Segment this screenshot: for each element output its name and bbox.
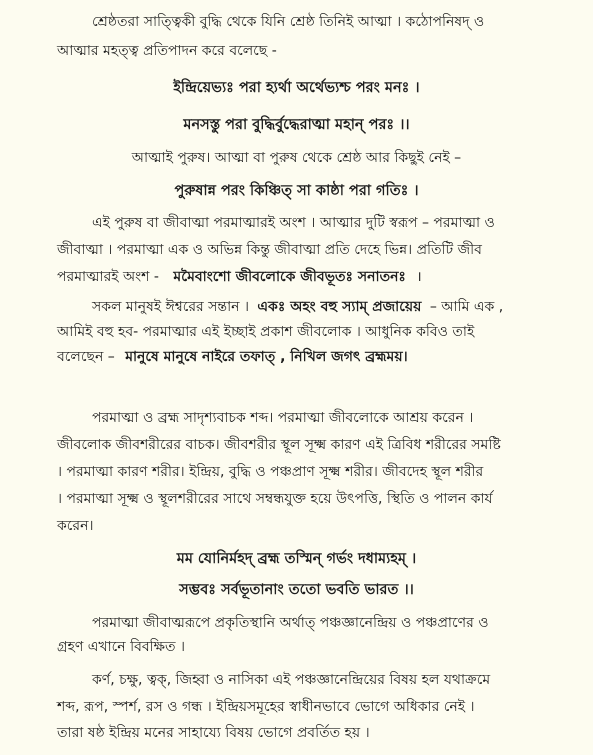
paragraph-7-line-1: কর্ণ, চক্ষু, ত্বক্, জিহ্বা ও নাসিকা এই পঞ্চজ্ঞানেন্দ্রিয়ের বিষয় হল যথাক্রমে [92, 672, 491, 688]
paragraph-4-line-3-text: বলেছেন – [57, 349, 115, 365]
paragraph-5-line-5: করেন। [57, 518, 94, 534]
verse-1-line-2: মনসস্তু পরা বুদ্ধির্বুদ্ধেরাত্মা মহান্ পরঃ ।। [183, 117, 410, 133]
paragraph-7-line-2: শব্দ, রূপ, স্পর্শ, রস ও গন্ধ । ইন্দ্রিয়সমূহের স্বাধীনভাবে ভোগে অধিকার নেই । [57, 699, 475, 715]
verse-3-line-1: মম যোনির্মহদ্ ব্রহ্ম তস্মিন্ গর্ভং দধাম্যহম্ । [176, 551, 417, 567]
inline-quote: মানুষে মানুষে নাইরে তফাত্ , নিখিল জগৎ ব্রহ্মময়। [125, 349, 408, 365]
inline-verse-1: মমৈবাংশো জীবলোকে জীবভূতঃ সনাতনঃ [173, 269, 406, 285]
paragraph-4-line-1-text: সকল মানুষই ঈশ্বরের সন্তান । [92, 299, 249, 315]
paragraph-6-line-2: গ্রহণ এখানে বিবক্ষিত । [57, 639, 185, 655]
verse-1-line-1: ইন্দ্রিয়েভ্যঃ পরা হ্যর্থা অর্থেভ্যশ্চ পরং মনঃ । [173, 80, 420, 96]
inline-danda-1: । [416, 269, 422, 285]
paragraph-4-line-3 [57, 347, 408, 367]
paragraph-5-line-4: । পরমাত্মা সূক্ষ্ম ও স্থূলশরীরের সাথে সম্বন্ধযুক্ত হয়ে উৎপত্তি, স্থিতি ও পালন কার্য [57, 491, 493, 507]
paragraph-2: আত্মাই পুরুষ। আত্মা বা পুরুষ থেকে শ্রেষ্ঠ আর কিছুই নেই – [131, 150, 462, 166]
paragraph-3-line-1: এই পুরুষ বা জীবাত্মা পরমাত্মারই অংশ । আত্মার দুটি স্বরূপ – পরমাত্মা ও [92, 215, 495, 231]
paragraph-6-line-1: পরমাত্মা জীবাত্মরূপে প্রকৃতিস্থানি অর্থাত্ পঞ্চজ্ঞানেন্দ্রিয় ও পঞ্চপ্রাণের ও [92, 615, 489, 631]
paragraph-5-line-3: । পরমাত্মা কারণ শরীর। ইন্দ্রিয়, বুদ্ধি ও পঞ্চপ্রাণ সূক্ষ্ম শরীর। জীবদেহ স্থূল শরীর [57, 464, 484, 480]
paragraph-4-line-1-tail: – আমি এক , [429, 299, 504, 315]
paragraph-3-line-3-text: পরমাত্মারই অংশ - [57, 269, 159, 285]
inline-verse-2: একঃ অহং বহু স্যাম্ প্রজায়েয় [257, 299, 422, 315]
paragraph-1-line-1: শ্রেষ্ঠতরা সাত্ত্বিকী বুদ্ধি থেকে যিনি শ্রেষ্ঠ তিনিই আত্মা । কঠোপনিষদ্ ও [92, 14, 485, 30]
paragraph-1-line-2: আত্মার মহত্ত্ব প্রতিপাদন করে বলেছে - [57, 43, 277, 59]
paragraph-4-line-2: আমিই বহু হব- পরমাত্মার এই ইচ্ছাই প্রকাশ জীবলোক । আধুনিক কবিও তাই [57, 324, 475, 340]
paragraph-7-line-3: তারা ষষ্ঠ ইন্দ্রিয় মনের সাহায্যে বিষয় ভোগে প্রবর্তিত হয় । [57, 725, 370, 741]
verse-3-line-2: সম্ভবঃ সর্বভূতানাং ততো ভবতি ভারত ।। [179, 582, 414, 598]
paragraph-5-line-1: পরমাত্মা ও ব্রহ্ম সাদৃশ্যবাচক শব্দ। পরমাত্মা জীবলোকে আশ্রয় করেন । [92, 410, 474, 426]
paragraph-3-line-3 [57, 267, 422, 287]
verse-2: পুরুষান্ন পরং কিঞ্চিত্ সা কাষ্ঠা পরা গতিঃ । [174, 183, 419, 199]
paragraph-4-line-1 [92, 297, 503, 317]
paragraph-5-line-2: জীবলোক জীবশরীরের বাচক। জীবশরীর স্থূল সূক্ষ্ম কারণ এই ত্রিবিধ শরীরের সমষ্টি [57, 437, 501, 453]
paragraph-3-line-2: জীবাত্মা । পরমাত্মা এক ও অভিন্ন কিন্তু জীবাত্মা প্রতি দেহে ভিন্ন। প্রতিটি জীব [57, 242, 482, 258]
